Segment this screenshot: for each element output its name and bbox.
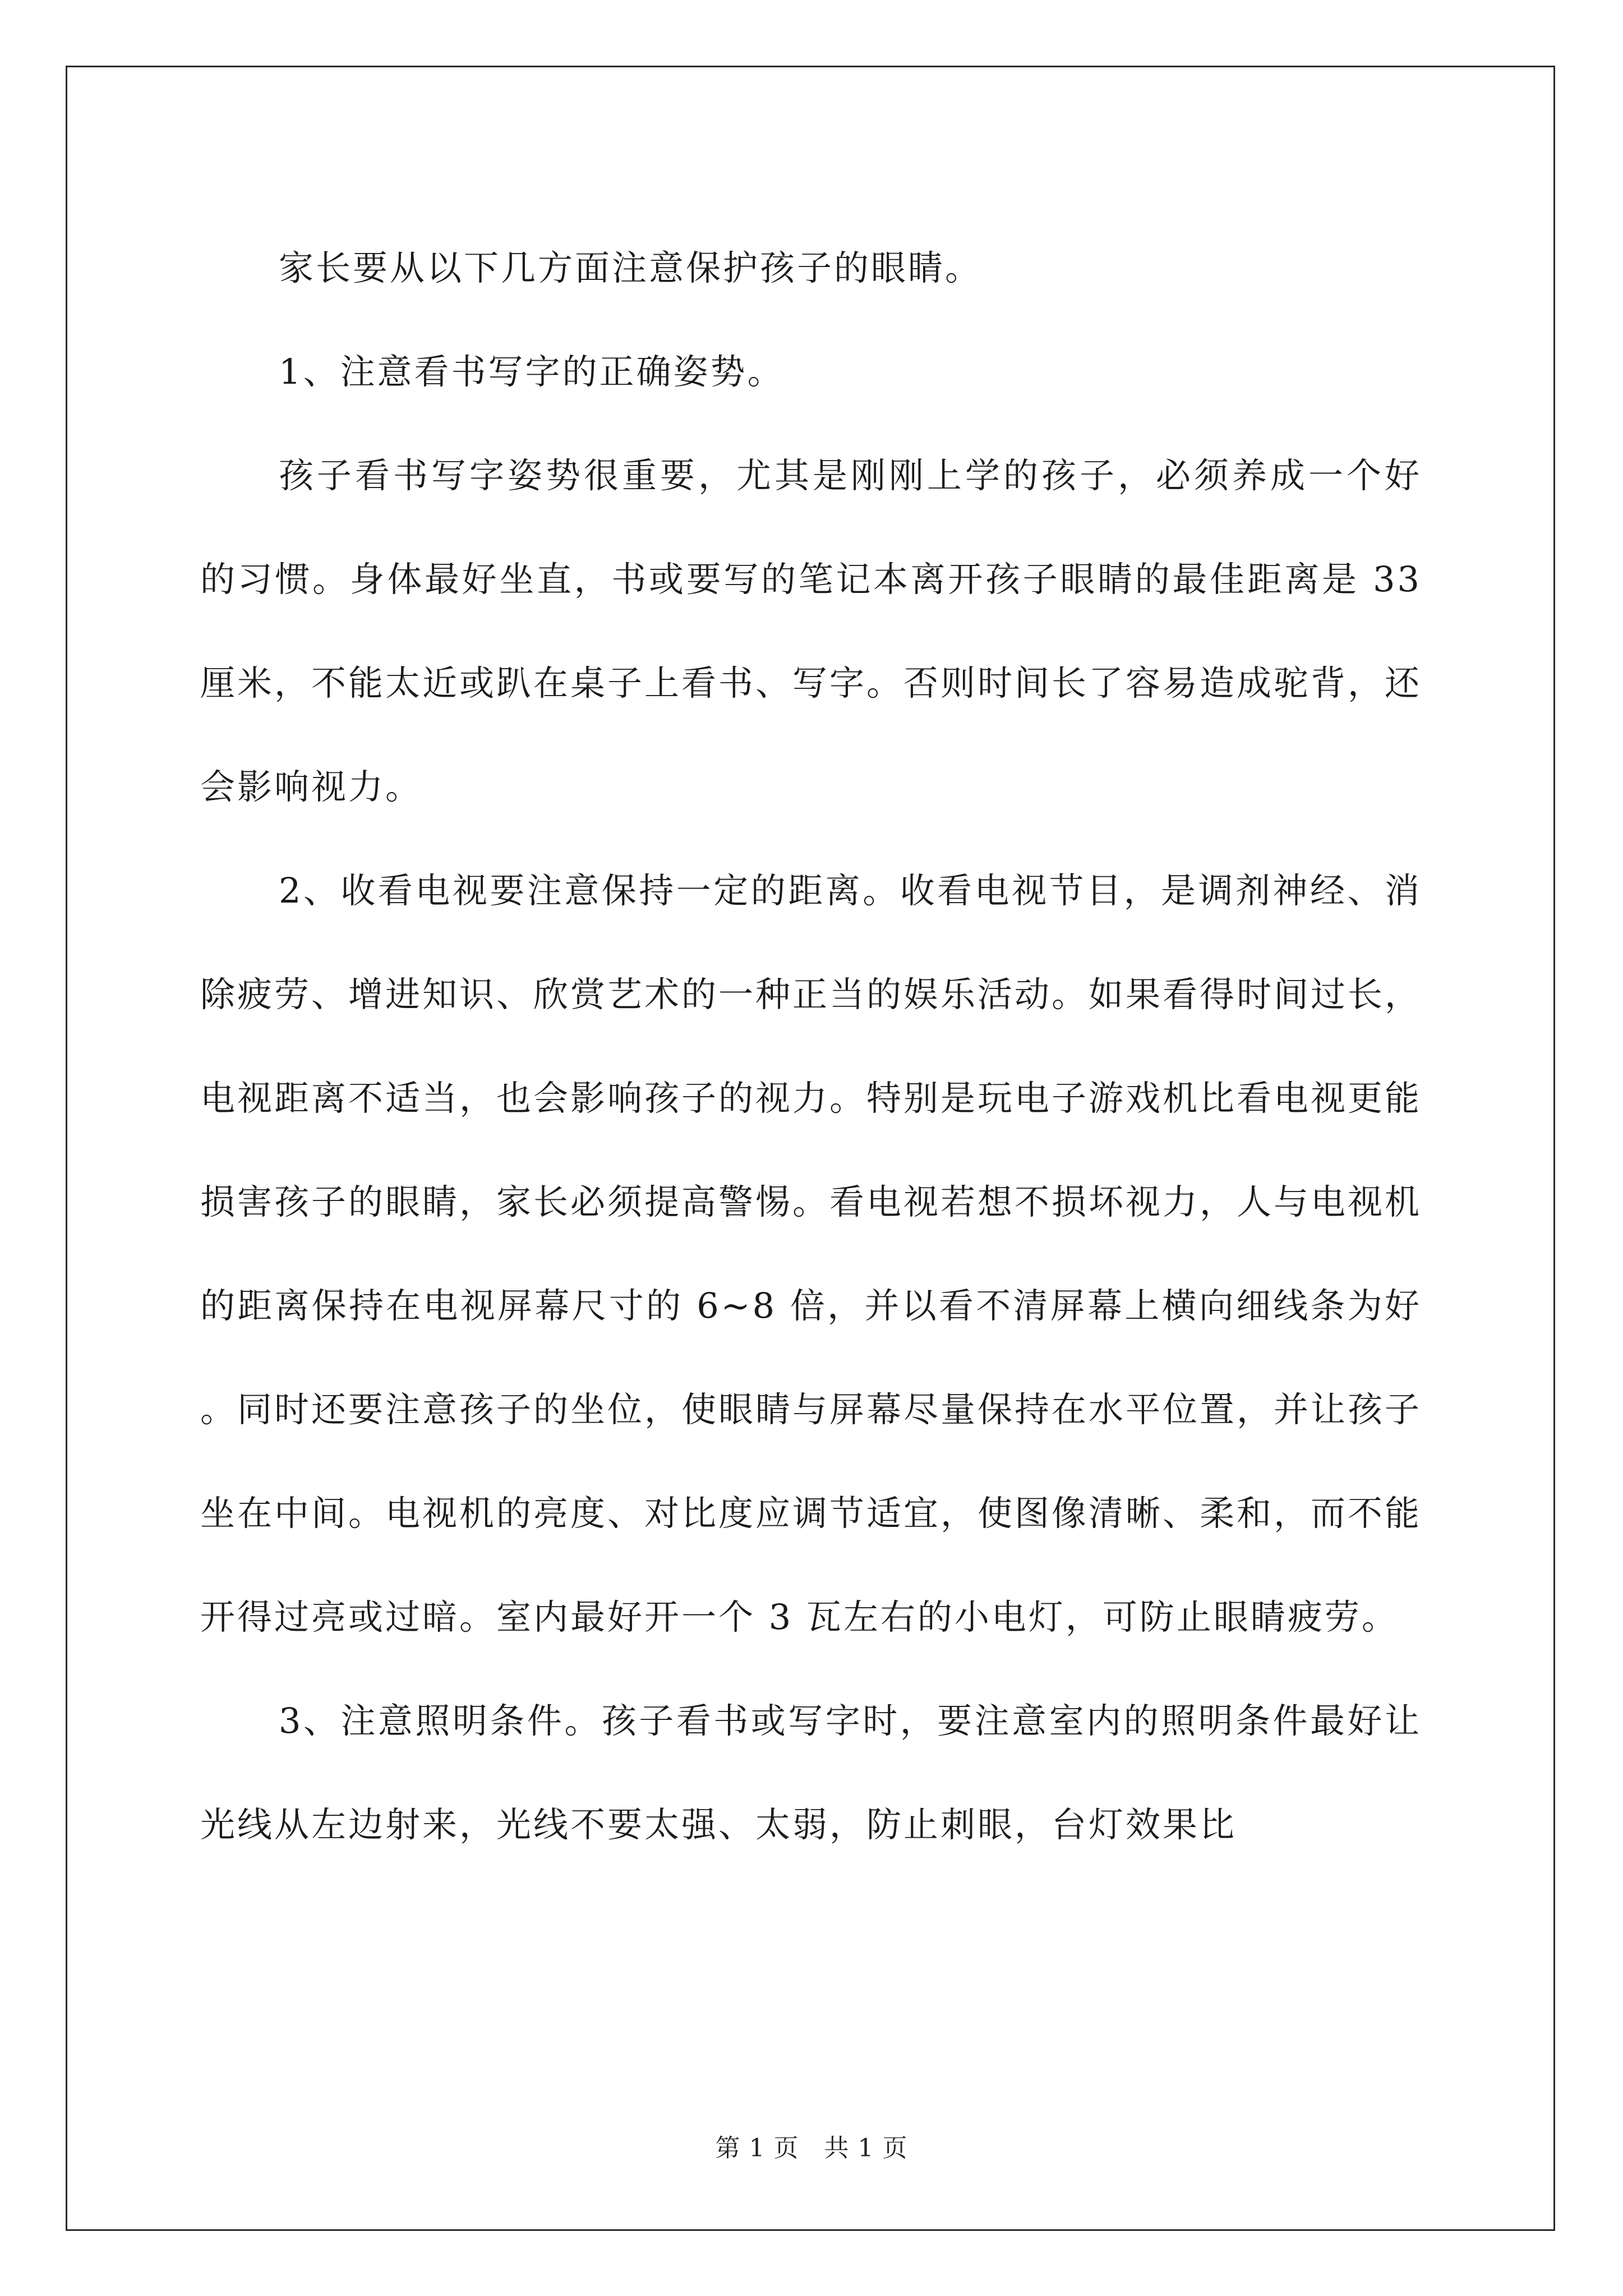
paragraph-lighting: 3、注意照明条件。孩子看书或写字时，要注意室内的照明条件最好让光线从左边射来，光线不要太强、太弱，防止刺眼，台灯效果比	[200, 1700, 1422, 1845]
paragraph-posture: 孩子看书写字姿势很重要，尤其是刚刚上学的孩子，必须养成一个好的习惯。身体最好坐直，书或要写的笔记本离开孩子眼睛的最佳距离是 33 厘米，不能太近或趴在桌子上看书、写字。否则时间长了容易造成驼背，还会影响视力。	[200, 455, 1422, 807]
paragraph-heading-1: 1、注意看书写字的正确姿势。	[279, 351, 785, 392]
paragraph-tv-distance: 2、收看电视要注意保持一定的距离。收看电视节目，是调剂神经、消除疲劳、增进知识、欣赏艺术的一种正当的娱乐活动。如果看得时间过长，电视距离不适当，也会影响孩子的视力。特别是玩电子游戏机比看电视更能损害孩子的眼睛，家长必须提高警惕。看电视若想不损坏视力，人与电视机的距离保持在电视屏幕尺寸的 6~8 倍，并以看不清屏幕上横向细线条为好。同时还要注意孩子的坐位，使眼睛与屏幕尽量保持在水平位置，并让孩子坐在中间。电视机的亮度、对比度应调节适宜，使图像清晰、柔和，而不能开得过亮或过暗。室内最好开一个 3 瓦左右的小电灯，可防止眼睛疲劳。	[200, 870, 1422, 1637]
page-number-footer: 第 1 页 共 1 页	[715, 2134, 908, 2162]
document-body	[200, 216, 1422, 1876]
paragraph-intro: 家长要从以下几方面注意保护孩子的眼睛。	[279, 247, 983, 288]
